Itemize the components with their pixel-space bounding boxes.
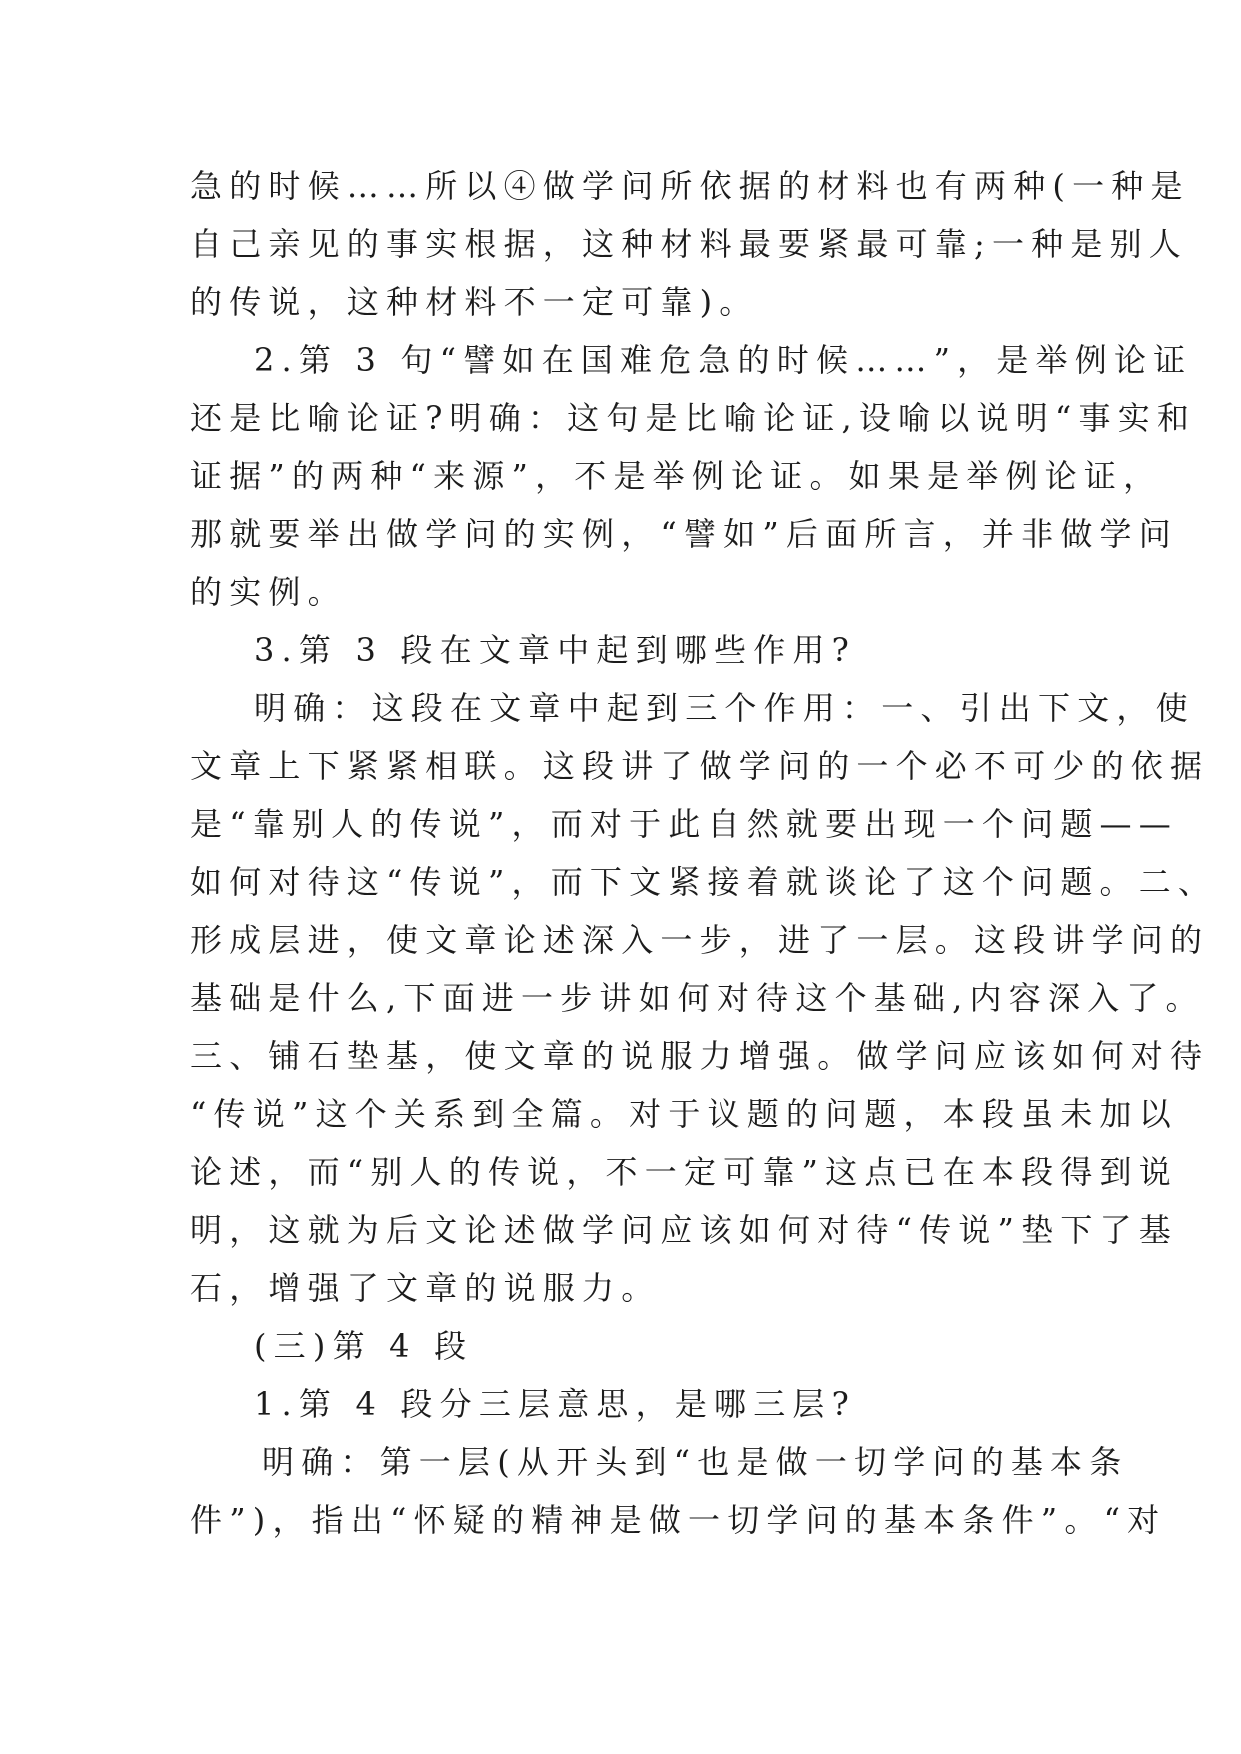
- text-line: 的传说，这种材料不一定可靠)。: [190, 283, 759, 321]
- text-line: 还是比喻论证?明确：这句是比喻论证,设喻以说明“事实和: [190, 399, 1197, 437]
- text-line: 件”)，指出“怀疑的精神是做一切学问的基本条件”。“对: [190, 1501, 1167, 1539]
- text-line: 文章上下紧紧相联。这段讲了做学问的一个必不可少的依据: [190, 747, 1210, 785]
- text-line: 2.第 3 句“譬如在国难危急的时候……”，是举例论证: [254, 341, 1193, 379]
- text-line: 3.第 3 段在文章中起到哪些作用?: [254, 631, 856, 669]
- text-line: 证据”的两种“来源”，不是举例论证。如果是举例论证，: [190, 457, 1163, 495]
- text-line: 如何对待这“传说”，而下文紧接着就谈论了这个问题。二、: [190, 863, 1218, 901]
- section-heading: (三)第 4 段: [254, 1327, 474, 1365]
- text-line: 明，这就为后文论述做学问应该如何对待“传说”垫下了基: [190, 1211, 1178, 1249]
- text-line: 形成层进，使文章论述深入一步，进了一层。这段讲学问的: [190, 921, 1210, 959]
- text-line: 急的时候……所以④做学问所依据的材料也有两种(一种是: [190, 167, 1190, 205]
- text-line: 是“靠别人的传说”，而对于此自然就要出现一个问题——: [190, 805, 1178, 843]
- text-line: 明确：第一层(从开头到“也是做一切学问的基本条: [262, 1443, 1129, 1481]
- text-line: 1.第 4 段分三层意思，是哪三层?: [254, 1385, 856, 1423]
- text-line: 三、铺石垫基，使文章的说服力增强。做学问应该如何对待: [190, 1037, 1210, 1075]
- text-line: 基础是什么,下面进一步讲如何对待这个基础,内容深入了。: [190, 979, 1205, 1017]
- text-line: 那就要举出做学问的实例，“譬如”后面所言，并非做学问: [190, 515, 1178, 553]
- text-line: 的实例。: [190, 573, 347, 611]
- text-line: “传说”这个关系到全篇。对于议题的问题，本段虽未加以: [190, 1095, 1178, 1133]
- text-line: 明确：这段在文章中起到三个作用：一、引出下文，使: [254, 689, 1195, 727]
- text-line: 自己亲见的事实根据，这种材料最要紧最可靠;一种是别人: [190, 225, 1188, 263]
- text-line: 石，增强了文章的说服力。: [190, 1269, 661, 1307]
- text-line: 论述，而“别人的传说，不一定可靠”这点已在本段得到说: [190, 1153, 1178, 1191]
